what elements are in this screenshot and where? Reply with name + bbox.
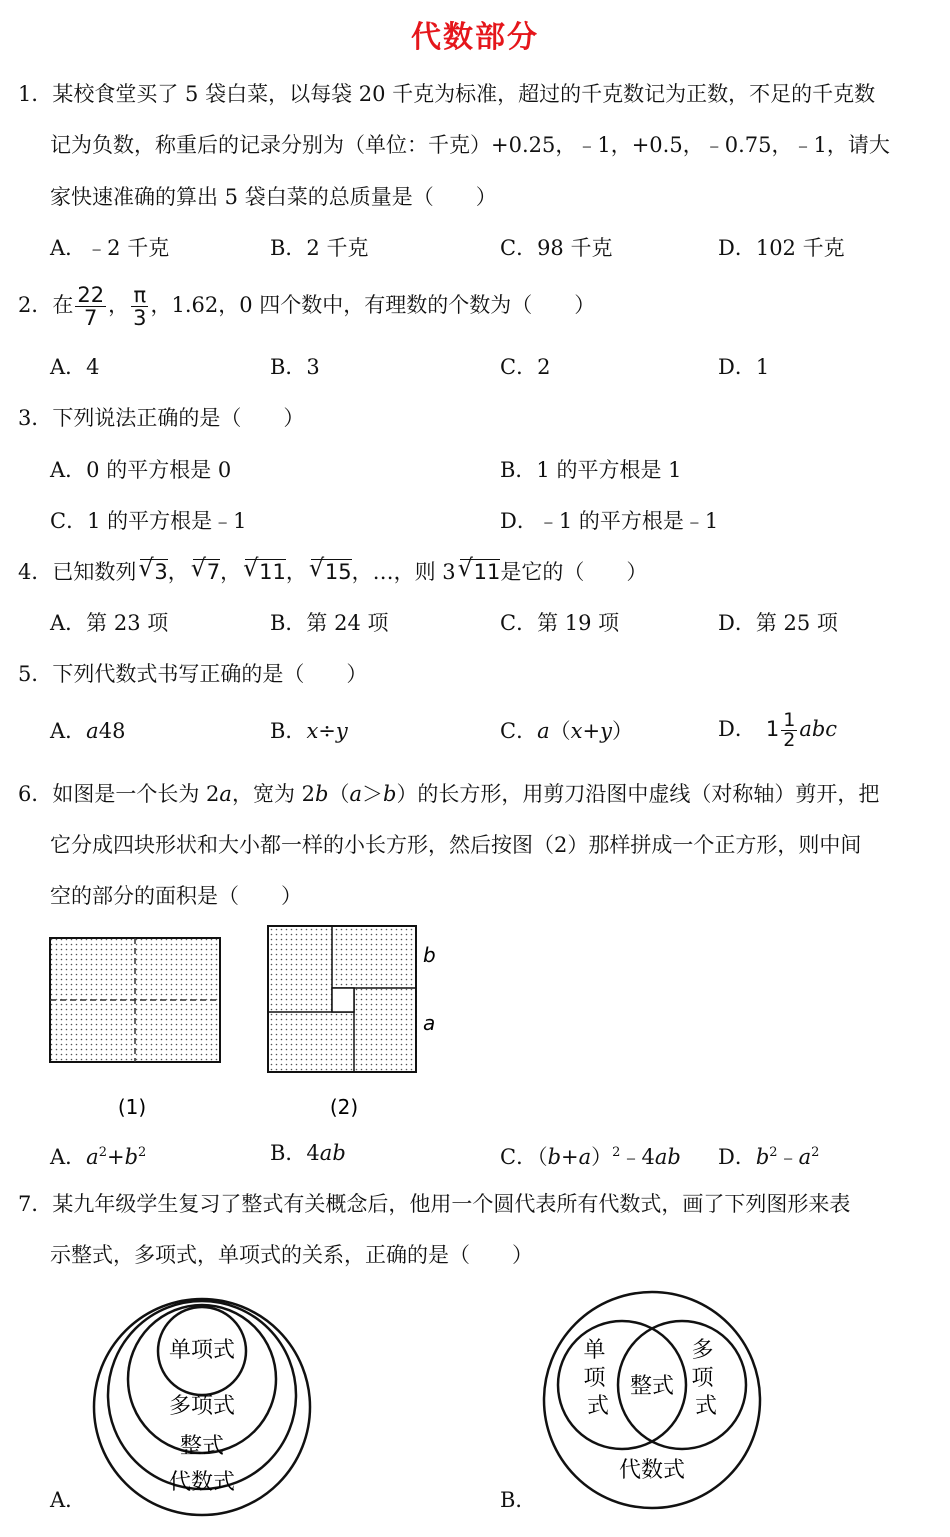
q6-l1b: ，宽为 2: [231, 782, 315, 806]
q5-c-label: C．: [500, 719, 538, 743]
q2-text-post: ，1.62，0 四个数中，有理数的个数为（ ）: [150, 293, 596, 317]
q6-l1a-var: a: [219, 782, 232, 806]
q4-sqrt-11: √ 11: [245, 559, 286, 584]
q5-stem-text: 下列代数式书写正确的是（ ）: [52, 662, 368, 686]
q4-sqrt-15: √ 15: [311, 559, 352, 584]
q6-a-b: b: [124, 1145, 139, 1169]
q6-b-var: ab: [319, 1141, 346, 1165]
q4-comma-3: ，: [285, 560, 307, 584]
q6-figures: [40, 918, 460, 1128]
q5-stem: [18, 660, 367, 688]
q5-c-plus: +: [582, 719, 601, 743]
q2-text-pre: 在: [52, 293, 74, 317]
figb-monomial-char3: 式: [586, 1394, 610, 1419]
q6-d-b: b: [755, 1145, 770, 1169]
q2-frac1-num: 22: [77, 283, 105, 307]
q6-l1c-b: b: [382, 782, 397, 806]
q5-d-int: 1: [765, 717, 780, 741]
figa-label-integral: 整式: [179, 1434, 225, 1459]
q6-l1b-var: b: [315, 782, 329, 806]
q6-a-sup2: 2: [138, 1145, 147, 1160]
q7-option-b[interactable]: B．: [500, 1488, 537, 1512]
q6-c-label: C．（: [500, 1145, 548, 1169]
q6-c-var: ab: [654, 1145, 681, 1169]
q6-line3: 空的部分的面积是（ ）: [50, 884, 302, 908]
q4-option-a[interactable]: A．第 23 项: [50, 611, 169, 635]
q3-stem: [18, 404, 304, 432]
q6-line2: 它分成四块形状和大小都一样的小长方形，然后按图（2）那样拼成一个正方形，则中间: [50, 833, 862, 857]
q6-l1a: 如图是一个长为 2: [52, 782, 220, 806]
figa-label-polynomial: 多项式: [168, 1394, 236, 1419]
q1-option-c[interactable]: C．98 千克: [500, 236, 613, 260]
q6-a-a: a: [86, 1145, 99, 1169]
q5-c-close: ）: [611, 719, 633, 743]
q6-l1c-a: a: [349, 782, 362, 806]
q1-option-a[interactable]: A．﹣2 千克: [50, 236, 170, 260]
q5-number: 5．: [18, 662, 53, 686]
q4-comma-1: ，: [167, 560, 189, 584]
figb-label-monomial: [583, 1338, 612, 1419]
q3-option-b[interactable]: B．1 的平方根是 1: [500, 458, 682, 482]
q5-d-frac-num: 1: [783, 709, 796, 731]
q4-sqrt-7: √ 7: [193, 559, 220, 584]
q1-line1: [18, 80, 875, 108]
q4-text-pre: 已知数列: [52, 560, 137, 584]
q5-c-y: y: [600, 719, 612, 743]
figb-label-algebraic: 代数式: [618, 1458, 686, 1483]
q4-number: 4．: [18, 560, 53, 584]
figa-label-algebraic: 代数式: [168, 1470, 236, 1495]
q1-stem-line3: 家快速准确的算出 5 袋白菜的总质量是（ ）: [50, 185, 497, 209]
q2-option-a[interactable]: A．4: [50, 355, 100, 379]
q6-d-a: a: [798, 1145, 812, 1169]
q6-l1c: （: [328, 782, 350, 806]
page-title: 代数部分: [411, 20, 539, 55]
q5-a-label: A．: [50, 719, 87, 743]
figa-label-monomial: 单项式: [168, 1338, 236, 1363]
q3-stem-text: 下列说法正确的是（ ）: [52, 406, 305, 430]
q6-figure-2-square: [268, 926, 416, 1072]
q2-fraction-pi-3: [131, 284, 148, 329]
q6-l1c-gt: ＞: [361, 782, 383, 806]
q6-figure-1-rectangle: [50, 938, 220, 1062]
q6-option-c[interactable]: [500, 1139, 681, 1171]
q2-option-c[interactable]: C．2: [500, 355, 551, 379]
q6-c-b: b: [547, 1145, 562, 1169]
q1-option-b[interactable]: B．2 千克: [270, 236, 369, 260]
q3-number: 3．: [18, 406, 53, 430]
q6-c-a: a: [578, 1145, 592, 1169]
q6-fig1-caption: (1): [117, 1095, 147, 1119]
q5-c-open: （: [549, 719, 571, 743]
q2-option-d[interactable]: D．1: [718, 355, 770, 379]
q5-b-label: B．: [270, 719, 307, 743]
figb-polynomial-char2: 项: [691, 1366, 714, 1391]
q6-line1: [18, 780, 879, 808]
q5-b-y: y: [335, 719, 348, 743]
q4-option-d[interactable]: D．第 25 项: [718, 611, 838, 635]
q5-d-frac-den: 2: [783, 729, 796, 751]
figb-monomial-char2: 项: [583, 1366, 606, 1391]
q6-a-label: A．: [50, 1145, 87, 1169]
figb-polynomial-char3: 式: [694, 1394, 718, 1419]
q6-d-minus: ﹣: [777, 1145, 799, 1169]
figb-polynomial-char1: 多: [691, 1338, 714, 1363]
q5-b-op: ÷: [318, 719, 336, 743]
q7-stem-line1: 某九年级学生复习了整式有关概念后，他用一个圆代表所有代数式，画了下列图形来表: [52, 1192, 851, 1216]
q2-frac1-den: 7: [84, 306, 98, 330]
q6-c-close: ）: [591, 1145, 613, 1169]
q7-figure-b-venn: [540, 1285, 770, 1535]
q4-option-c[interactable]: C．第 19 项: [500, 611, 620, 635]
q7-line2: 示整式，多项式，单项式的关系，正确的是（ ）: [50, 1243, 533, 1267]
q6-label-b: b: [423, 943, 436, 967]
q1-option-d[interactable]: D．102 千克: [718, 236, 845, 260]
q7-number: 7．: [18, 1192, 53, 1216]
q3-option-a[interactable]: A．0 的平方根是 0: [50, 458, 232, 482]
q6-option-a[interactable]: [50, 1139, 146, 1171]
q6-c-plus: +: [561, 1145, 579, 1169]
q2-frac2-den: 3: [133, 306, 147, 330]
q1-stem-line1: 某校食堂买了 5 袋白菜，以每袋 20 千克为标准，超过的千克数记为正数，不足的千克数: [52, 82, 876, 106]
q6-d-sup2: 2: [811, 1145, 820, 1160]
q5-a-rest: 48: [98, 719, 126, 743]
q5-option-c[interactable]: [500, 717, 633, 745]
q4-text-mid: ，…，则 3: [351, 560, 456, 584]
q5-c-a: a: [537, 719, 550, 743]
q4-comma-2: ，: [220, 560, 242, 584]
q2-number: 2．: [18, 293, 53, 317]
q3-option-c[interactable]: C．1 的平方根是﹣1: [50, 509, 247, 533]
q6-a-sup1: 2: [98, 1145, 107, 1160]
q7-line1: [18, 1190, 850, 1218]
q5-option-a[interactable]: [50, 717, 125, 745]
q5-d-fraction: [781, 711, 797, 750]
q4-sqrt-3: √ 3: [140, 559, 167, 584]
q6-option-b[interactable]: [270, 1139, 346, 1167]
q1-stem-line2: 记为负数，称重后的记录分别为（单位：千克）+0.25，﹣1，+0.5，﹣0.75，﹣1，请大: [50, 133, 890, 157]
q5-option-d[interactable]: [718, 706, 837, 752]
q5-a-var: a: [86, 719, 99, 743]
figb-monomial-char1: 单: [583, 1338, 606, 1363]
q6-label-a: a: [423, 1011, 436, 1035]
q6-a-plus: +: [106, 1145, 125, 1169]
q4-option-b[interactable]: B．第 24 项: [270, 611, 389, 635]
q5-d-label: D．: [718, 717, 756, 741]
circle-polynomial: [128, 1305, 276, 1453]
q7-option-a[interactable]: A．: [50, 1488, 87, 1512]
figb-label-polynomial: [691, 1338, 720, 1419]
q4-text-post: 是它的（ ）: [500, 560, 648, 584]
q4-sqrt-11-b: √ 11: [460, 559, 501, 584]
q6-c-sup: 2: [612, 1145, 621, 1160]
q2-fraction-22-7: [75, 284, 106, 329]
q5-c-x: x: [570, 719, 583, 743]
q5-option-b[interactable]: [270, 717, 348, 745]
q5-d-var: abc: [799, 717, 838, 741]
q6-d-label: D．: [718, 1145, 756, 1169]
q2-frac2-num: π: [131, 284, 148, 307]
q5-b-x: x: [306, 719, 319, 743]
q6-c-minus: ﹣4: [620, 1145, 655, 1169]
q2-option-b[interactable]: B．3: [270, 355, 320, 379]
figb-label-integral: 整式: [629, 1374, 675, 1399]
q2-sep: ，: [108, 293, 130, 317]
q6-number: 6．: [18, 782, 53, 806]
q6-center-hole: [332, 988, 354, 1012]
q4-stem: [18, 558, 647, 586]
q2-stem: [18, 284, 595, 329]
q1-number: 1．: [18, 82, 53, 106]
q3-option-d[interactable]: D．﹣1 的平方根是﹣1: [500, 509, 719, 533]
q6-l1d: ）的长方形，用剪刀沿图中虚线（对称轴）剪开，把: [396, 782, 880, 806]
q6-fig2-caption: (2): [329, 1095, 359, 1119]
q6-b-label: B．4: [270, 1141, 320, 1165]
q7-figure-a-nested-circles: [90, 1285, 320, 1535]
q6-d-sup1: 2: [769, 1145, 778, 1160]
q6-option-d[interactable]: [718, 1139, 819, 1171]
